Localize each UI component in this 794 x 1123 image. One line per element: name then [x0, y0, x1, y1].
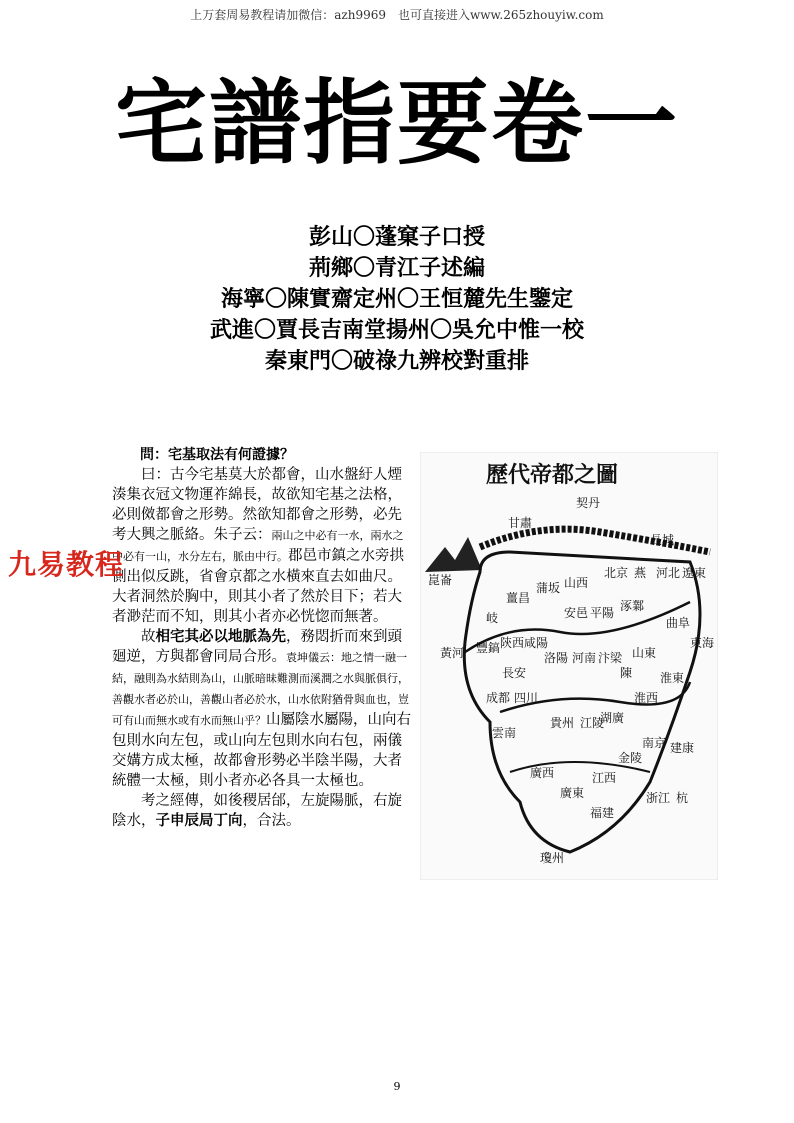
- annotation: 兩山之中必有一水，兩水之中必有一山，水分左右，脈由中行。: [112, 529, 404, 563]
- map-label: 瓊州: [540, 851, 565, 865]
- map-label: 北京: [604, 566, 629, 580]
- map-label: 杭: [676, 791, 689, 805]
- top-banner: 上万套周易教程请加微信：azh9969 也可直接进入www.265zhouyiw.com: [190, 8, 604, 22]
- map-label: 豐鎬: [476, 641, 501, 655]
- map-label: 雲南: [492, 726, 517, 740]
- credit-line: 海寧〇陳實齋定州〇王恒麓先生鑒定: [220, 287, 573, 312]
- watermark-logo: 九易教程: [8, 548, 125, 581]
- map-label: 淮東: [660, 671, 685, 685]
- map-label: 福建: [590, 806, 615, 820]
- text: 故: [141, 629, 156, 645]
- map-label: 河南: [572, 651, 597, 665]
- capitals-map: [420, 452, 718, 880]
- annotation: 地之情一融一結，融則為水結則為山，山脈暗昧難測而溪澗之水與脈俱行，善觀水者必於山，善觀山者必於水，山水依附猶骨與血也，豈可有山而無水或有水而無山乎？: [112, 651, 409, 727]
- paragraph-2: [112, 627, 412, 791]
- map-label: 江西: [592, 771, 617, 785]
- map-label: 燕: [634, 566, 647, 580]
- map-label: 岐: [486, 611, 499, 625]
- map-label: 建康: [670, 741, 695, 755]
- map-title: 歷代帝都之圖: [486, 463, 619, 488]
- text: 郡邑市鎮之水旁拱側出似反跳，省會京都之水橫來直去如曲尺。大者洞然於胸中，則其小者了然於目下；若大者渺茫而不知，則其小者亦必恍惚而無著。: [112, 548, 404, 625]
- map-label: 甘肅: [508, 516, 533, 530]
- map-label: 廣西: [530, 766, 555, 780]
- emphasis: 子申辰局丁向: [155, 813, 243, 829]
- map-label: 河北: [656, 566, 681, 580]
- map-label: 浙江: [646, 791, 671, 805]
- map-label: 洛陽: [544, 651, 569, 665]
- map-label: 淮西: [634, 691, 659, 705]
- map-label: 蒲坂: [536, 581, 561, 595]
- map-label: 山東: [632, 646, 657, 660]
- map-label: 南京: [642, 736, 667, 750]
- paragraph-1: [112, 465, 412, 627]
- page-number: 9: [393, 1080, 401, 1093]
- map-label: 貴州: [550, 716, 575, 730]
- map-label: 咸陽: [524, 636, 549, 650]
- map-label: 長城: [650, 533, 675, 547]
- text: 曰：古今宅基莫大於都會，山水盤紆人煙湊集衣冠文物運祚綿長，故欲知宅基之法格，必則傚都會之形勢。然欲知都會之形勢，必先考大興之脈絡。朱子云：: [112, 467, 402, 543]
- emphasis: 相宅其必以地脈為先: [155, 629, 286, 645]
- map-label: 曲阜: [666, 616, 691, 630]
- credit-line: 荊鄉〇青江子述編: [308, 256, 485, 281]
- map-label: 陝西: [500, 636, 525, 650]
- body-text: [112, 445, 412, 831]
- text: ，務悶折而來到頭廻逆，方與都會同局合形。: [112, 629, 402, 665]
- map-label: 汴梁: [598, 651, 623, 665]
- map-label: 陳: [620, 666, 633, 680]
- question-heading: 問：宅基取法有何證據？: [140, 447, 294, 463]
- map-label: 東海: [690, 636, 715, 650]
- paragraph-3: [112, 791, 412, 831]
- map-label: 薑昌: [506, 591, 531, 605]
- map-svg: [420, 452, 718, 880]
- map-label: 長安: [502, 666, 527, 680]
- text: 考之經傳，如後稷居邰，左旋陽脈，右旋陰水，: [112, 793, 402, 829]
- credit-line: 秦東門〇破祿九辨校對重排: [264, 349, 529, 374]
- map-label: 遼東: [682, 566, 707, 580]
- map-label: 廣東: [560, 786, 585, 800]
- credit-line: 武進〇賈長吉南堂揚州〇吳允中惟一校: [209, 318, 584, 343]
- map-label: 安邑: [564, 606, 589, 620]
- credits-block: [0, 222, 794, 377]
- map-label: 四川: [514, 691, 539, 705]
- text: ，合法。: [242, 813, 301, 829]
- map-label: 崑崙: [428, 573, 453, 587]
- page-title: 宅譜指要卷一: [114, 70, 679, 177]
- map-label: 契丹: [576, 496, 601, 510]
- annotation-label: 袁坤儀云：: [286, 651, 341, 664]
- map-label: 金陵: [618, 751, 643, 765]
- map-label: 成都: [486, 691, 511, 705]
- map-label: 平陽: [590, 606, 615, 620]
- map-label: 湖廣: [600, 711, 625, 725]
- map-label: 江陵: [580, 716, 605, 730]
- map-label: 山西: [564, 576, 589, 590]
- credit-line: 彭山〇蓬窠子口授: [308, 225, 485, 250]
- map-label: 涿鄴: [620, 599, 645, 613]
- text: 山屬陰水屬陽，山向右包則水向左包，或山向左包則水向右包，兩儀交媾方成太極，故都會形勢必半陰半陽，大者統體一太極，則小者亦必各具一太極也。: [112, 712, 411, 789]
- map-label: 黃河: [440, 646, 465, 660]
